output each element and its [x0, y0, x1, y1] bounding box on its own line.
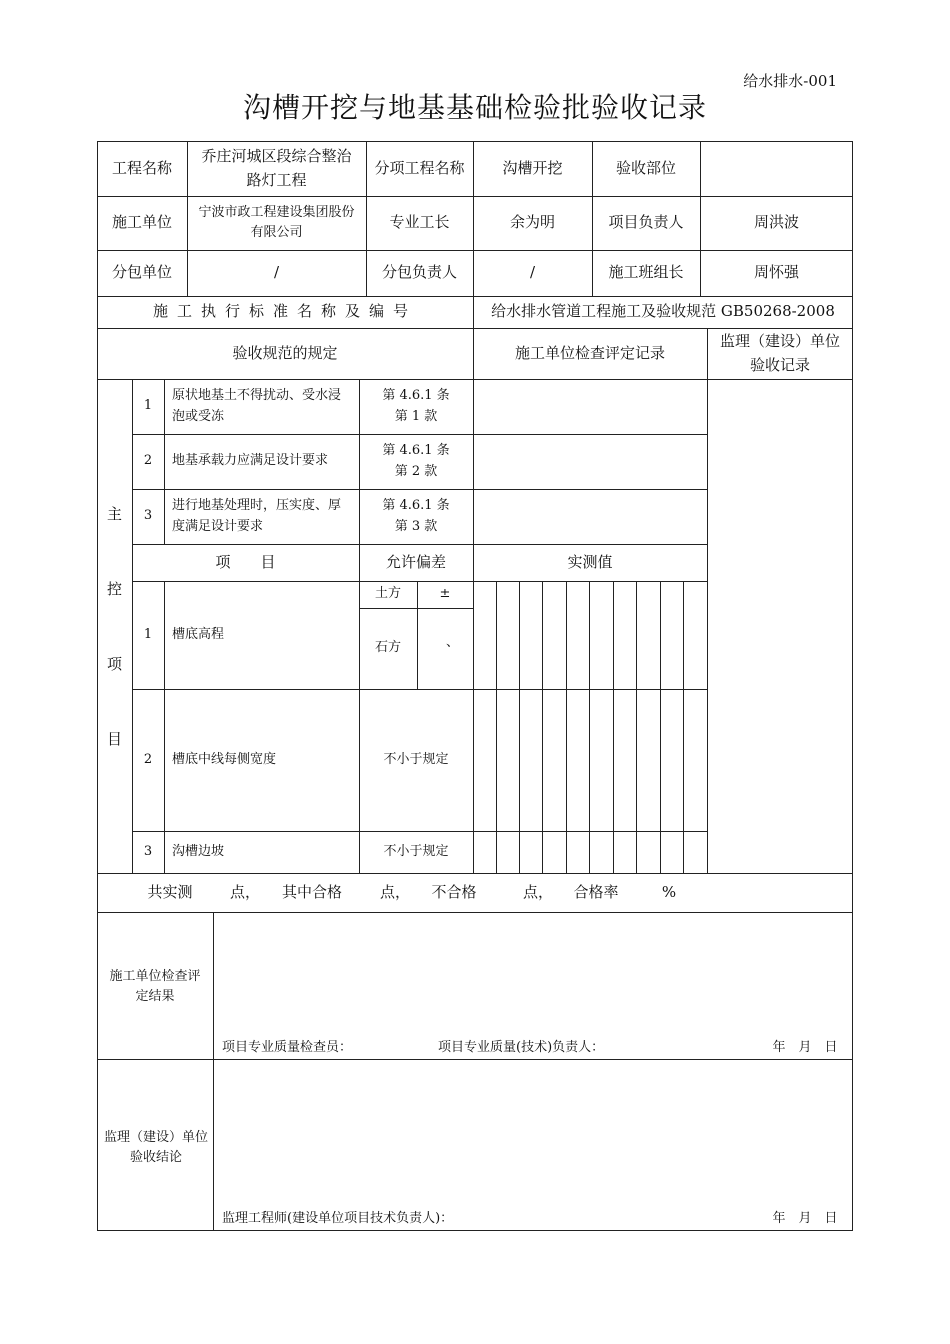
accept-part-label: 验收部位: [615, 158, 676, 177]
accept-part: [700, 141, 853, 196]
crew-lead-label: 施工班组长: [608, 263, 684, 282]
summary-rate: 合格率: [573, 882, 619, 901]
summary-total: 共实测: [147, 882, 193, 901]
measured-no: 1: [143, 626, 153, 642]
summary-qualified: 其中合格: [281, 882, 342, 901]
rock-label: 石方: [374, 640, 401, 656]
foreman-label: 专业工长: [389, 213, 450, 232]
pm-label: 项目负责人: [608, 213, 684, 232]
sub-header-measured: 实测值: [567, 552, 613, 571]
measured-no: 3: [143, 843, 153, 859]
supervisor-result-label: 监理（建设）单位 验收结论: [103, 1129, 208, 1165]
main-control-char-4: 目: [106, 730, 122, 749]
sub-lead-label: 分包负责人: [381, 263, 457, 282]
main-control-char-2: 控: [106, 580, 122, 599]
sub-project: 沟槽开挖: [502, 158, 563, 177]
contractor-inspector: 项目专业质量检查员：: [222, 1039, 353, 1055]
standard: 给水排水管道工程施工及验收规范 GB50268-2008: [491, 302, 835, 321]
crew-lead: 周怀强: [753, 263, 799, 282]
supervisor-date: 年 月 日: [772, 1210, 838, 1226]
sub-project-label: 分项工程名称: [374, 158, 465, 177]
project-name: 乔庄河城区段综合整治路灯工程: [201, 147, 352, 189]
sub-header-tolerance: 允许偏差: [385, 552, 446, 571]
measured-no: 2: [143, 751, 153, 767]
summary-pt1: 点，: [229, 882, 260, 901]
standard-label: 施工执行标准名称及编号: [152, 302, 417, 321]
item-clause: 第 4.6.1 条 第 2 款: [382, 443, 450, 479]
subcontractor: /: [273, 263, 280, 282]
measured-tolerance: 不小于规定: [383, 843, 449, 859]
project-name-label: 工程名称: [111, 158, 172, 177]
col-contractor-record: 施工单位检查评定记录: [514, 343, 665, 362]
measured-text: 槽底高程: [172, 626, 225, 642]
item-text: 原状地基土不得扰动、受水浸泡或受冻: [172, 388, 342, 424]
summary-pt3: 点，: [522, 882, 553, 901]
contractor-date: 年 月 日: [772, 1039, 838, 1055]
supervisor-engineer: 监理工程师(建设单位项目技术负责人)：: [222, 1210, 454, 1226]
col-spec: 验收规范的规定: [232, 343, 338, 362]
contractor-label: 施工单位: [111, 213, 172, 232]
summary-percent: %: [661, 882, 677, 901]
item-text: 进行地基处理时，压实度、厚度满足设计要求: [172, 498, 342, 534]
col-supervisor-record: 监理（建设）单位验收记录: [719, 332, 840, 374]
earth-tolerance: ±: [439, 586, 451, 602]
contractor-tech-lead: 项目专业质量(技术)负责人：: [438, 1039, 605, 1055]
item-no: 3: [143, 508, 153, 524]
document-code: 给水排水-001: [743, 72, 837, 90]
summary-pt2: 点，: [379, 882, 410, 901]
measured-tolerance: 不小于规定: [383, 751, 449, 767]
main-control-char-3: 项: [106, 655, 122, 674]
main-control-char-1: 主: [106, 505, 122, 524]
item-no: 1: [143, 398, 153, 414]
rock-tolerance: 、: [445, 634, 459, 650]
item-clause: 第 4.6.1 条 第 3 款: [382, 498, 450, 534]
item-clause: 第 4.6.1 条 第 1 款: [382, 388, 450, 424]
page-title: 沟槽开挖与地基基础检验批验收记录: [242, 91, 707, 124]
item-text: 地基承载力应满足设计要求: [172, 453, 329, 469]
item-no: 2: [143, 453, 153, 469]
measured-text: 槽底中线每侧宽度: [172, 751, 277, 767]
earth-label: 土方: [374, 586, 401, 602]
foreman: 余为明: [509, 213, 555, 232]
pm: 周洪波: [753, 213, 799, 232]
contractor-result-label: 施工单位检查评定结果: [109, 968, 201, 1004]
sub-lead: /: [529, 263, 536, 282]
sub-header-item: 项 目: [215, 552, 276, 571]
measured-text: 沟槽边坡: [172, 843, 225, 859]
summary-unqualified: 不合格: [431, 882, 477, 901]
subcontractor-label: 分包单位: [111, 263, 172, 282]
contractor: 宁波市政工程建设集团股份有限公司: [198, 204, 355, 240]
